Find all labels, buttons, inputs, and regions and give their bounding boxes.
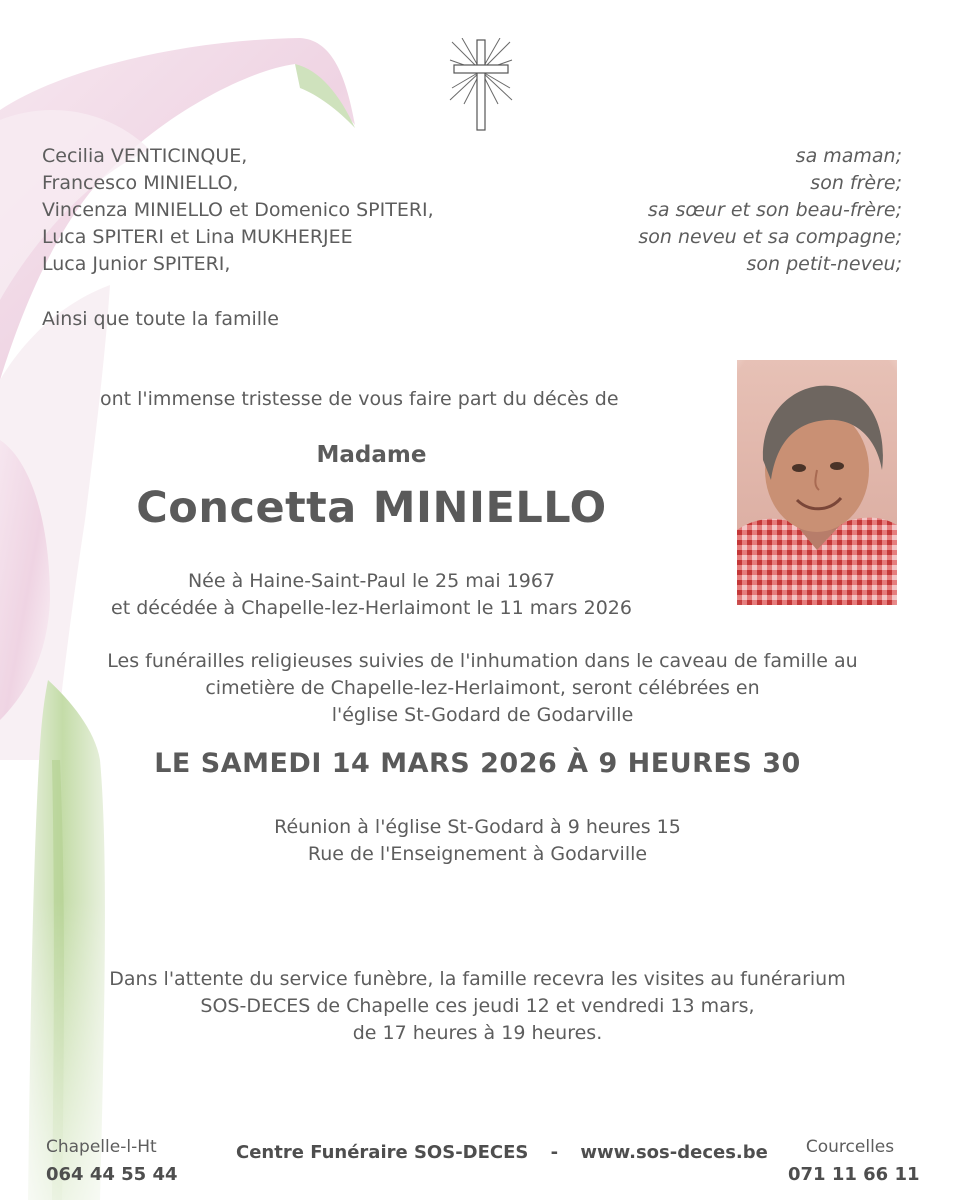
- meeting-info: [0, 814, 955, 868]
- birth-line: Née à Haine-Saint-Paul le 25 mai 1967: [187, 570, 556, 592]
- funeral-description: [0, 648, 965, 729]
- deceased-portrait-photo: [737, 360, 897, 605]
- funeral-home-name: Centre Funéraire SOS-DECES: [236, 1142, 529, 1163]
- meeting-line: Réunion à l'église St-Godard à 9 heures 15: [274, 816, 681, 838]
- deceased-name: [0, 483, 743, 533]
- visits-line: de 17 heures à 19 heures.: [352, 1022, 603, 1044]
- family-member-name: Francesco MINIELLO,: [42, 172, 239, 194]
- deceased-title: Madame: [316, 442, 427, 468]
- family-member-relation: son frère;: [810, 172, 902, 194]
- footer-right-contact: [788, 1133, 920, 1189]
- family-list: [42, 145, 902, 280]
- family-member-name: Luca SPITERI et Lina MUKHERJEE: [42, 226, 353, 248]
- meeting-line: Rue de l'Enseignement à Godarville: [307, 843, 648, 865]
- visits-line: SOS-DECES de Chapelle ces jeudi 12 et vendredi 13 mars,: [200, 995, 755, 1017]
- family-member-name: Luca Junior SPITERI,: [42, 253, 231, 275]
- family-row: [42, 199, 902, 226]
- funeral-line: l'église St-Godard de Godarville: [331, 704, 634, 726]
- radiant-cross-icon: [448, 38, 514, 132]
- deceased-last-name: MINIELLO: [372, 483, 607, 533]
- deceased-first-name: Concetta: [136, 483, 357, 533]
- funeral-date-time: LE SAMEDI 14 MARS 2026 À 9 HEURES 30: [154, 748, 801, 779]
- visits-line: Dans l'attente du service funèbre, la famille recevra les visites au funérarium: [109, 968, 846, 990]
- family-member-name: Vincenza MINIELLO et Domenico SPITERI,: [42, 199, 434, 221]
- footer-center: [236, 1142, 768, 1163]
- announcement-text: ont l'immense tristesse de vous faire part du décès de: [100, 388, 619, 410]
- footer-right-phone: 071 11 66 11: [788, 1164, 920, 1185]
- life-dates: [0, 568, 743, 622]
- family-member-name: Cecilia VENTICINQUE,: [42, 145, 248, 167]
- family-member-relation: sa sœur et son beau-frère;: [647, 199, 902, 221]
- family-member-relation: son neveu et sa compagne;: [638, 226, 902, 248]
- funeral-line: Les funérailles religieuses suivies de l'inhumation dans le caveau de famille au: [107, 650, 858, 672]
- whole-family-note: Ainsi que toute la famille: [42, 308, 279, 330]
- funeral-line: cimetière de Chapelle-lez-Herlaimont, seront célébrées en: [205, 677, 760, 699]
- funeral-home-website: www.sos-deces.be: [580, 1142, 768, 1163]
- family-row: [42, 253, 902, 280]
- footer-left-city: Chapelle-l-Ht: [46, 1137, 157, 1157]
- family-row: [42, 226, 902, 253]
- footer-left-contact: [46, 1133, 178, 1189]
- death-line: et décédée à Chapelle-lez-Herlaimont le 11 mars 2026: [111, 597, 632, 619]
- footer-left-phone: 064 44 55 44: [46, 1164, 178, 1185]
- footer-right-city: Courcelles: [805, 1137, 895, 1157]
- family-member-relation: sa maman;: [795, 145, 902, 167]
- footer-separator: -: [550, 1142, 559, 1163]
- family-row: [42, 172, 902, 199]
- family-member-relation: son petit-neveu;: [746, 253, 902, 275]
- visits-info: [0, 966, 955, 1047]
- family-row: [42, 145, 902, 172]
